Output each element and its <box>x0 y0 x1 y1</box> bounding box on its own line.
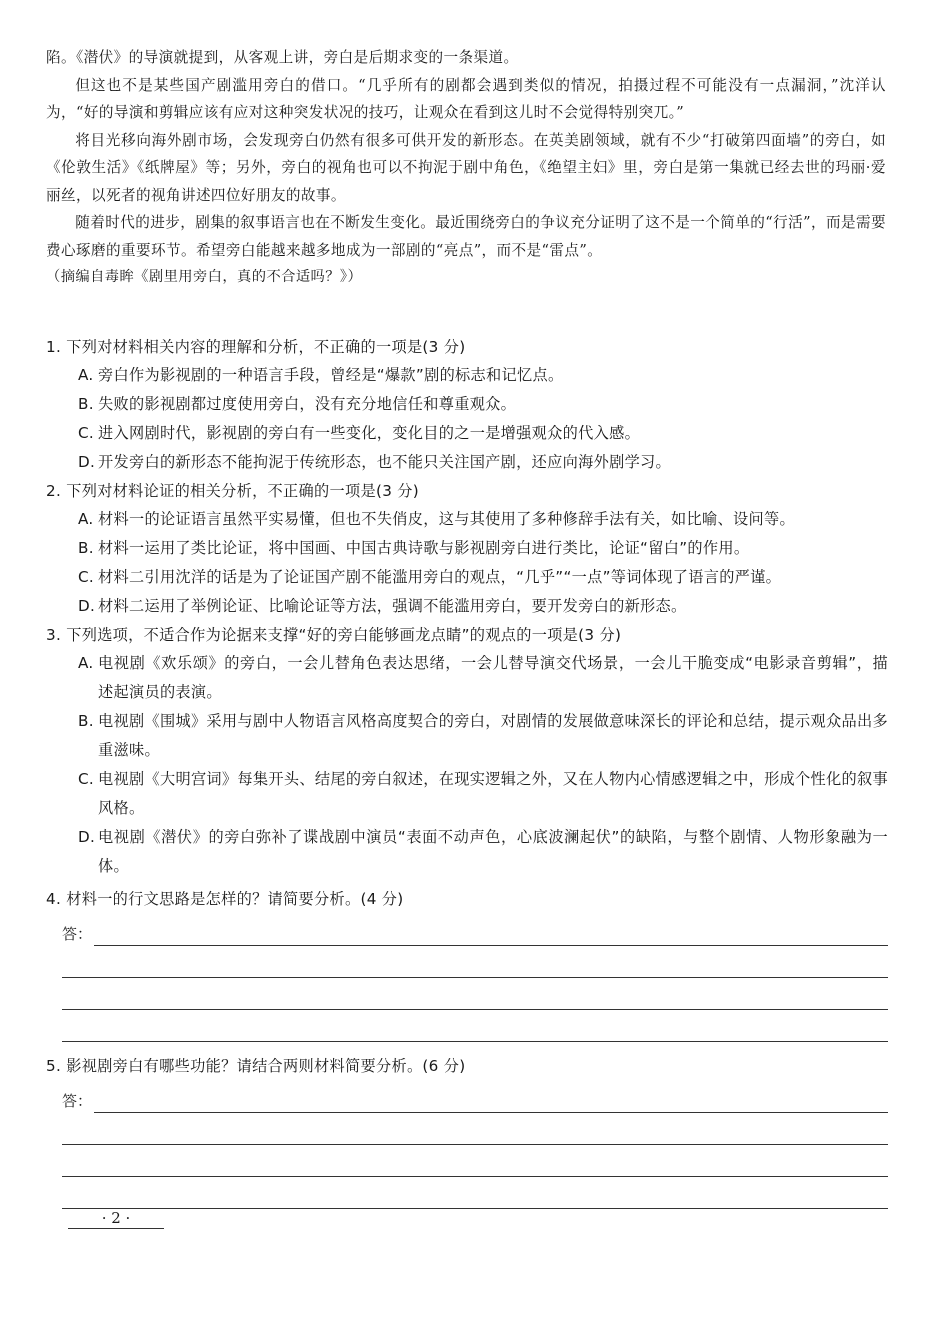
option-text: 材料一运用了类比论证，将中国画、中国古典诗歌与影视剧旁白进行类比，论证“留白”的作用。 <box>98 539 750 557</box>
answer-line[interactable] <box>62 1082 888 1113</box>
passage-source: （摘编自毒眸《剧里用旁白，真的不合适吗？》） <box>46 269 363 285</box>
answer-line[interactable] <box>62 946 888 978</box>
passage-paragraph: 陷。《潜伏》的导演就提到，从客观上讲，旁白是后期求变的一条渠道。 <box>46 49 519 66</box>
option-text: 材料二运用了举例论证、比喻论证等方法，强调不能滥用旁白，要开发旁白的新形态。 <box>98 597 687 615</box>
answer-line[interactable] <box>62 915 888 946</box>
passage-paragraph: 将目光移向海外剧市场，会发现旁白仍然有很多可供开发的新形态。在英美剧领域，就有不少“打破第四面墙”的旁白，如《伦敦生活》《纸牌屋》等；另外，旁白的视角也可以不拘泥于剧中角色，《绝望主妇》里，旁白是第一集就已经去世的玛丽·爱丽丝，以死者的视角讲述四位好朋友的故事。 <box>46 131 886 204</box>
answer-label: 答： <box>62 1092 93 1110</box>
option-d[interactable] <box>46 823 888 881</box>
answer-rule <box>94 1090 888 1113</box>
question-2 <box>46 477 888 621</box>
option-text: 开发旁白的新形态不能拘泥于传统形态，也不能只关注国产剧，还应向海外剧学习。 <box>98 453 672 471</box>
answer-area[interactable] <box>46 1082 888 1209</box>
answer-line[interactable] <box>62 1010 888 1042</box>
question-5 <box>46 1052 888 1209</box>
option-a[interactable] <box>46 649 888 707</box>
option-letter: A. <box>78 654 94 672</box>
option-b[interactable] <box>46 707 888 765</box>
answer-line[interactable] <box>62 978 888 1010</box>
option-letter: B. <box>78 539 94 557</box>
question-4 <box>46 885 888 1042</box>
option-b[interactable] <box>46 534 888 563</box>
option-c[interactable] <box>46 563 888 592</box>
option-text: 电视剧《欢乐颂》的旁白，一会儿替角色表达思绪，一会儿替导演交代场景，一会儿干脆变成“电影录音剪辑”，描述起演员的表演。 <box>98 654 888 701</box>
option-text: 电视剧《潜伏》的旁白弥补了谍战剧中演员“表面不动声色，心底波澜起伏”的缺陷，与整个剧情、人物形象融为一体。 <box>98 828 888 875</box>
option-letter: B. <box>78 395 94 413</box>
question-stem: 5. 影视剧旁白有哪些功能？请结合两则材料简要分析。(6 分) <box>46 1057 466 1075</box>
answer-area[interactable] <box>46 915 888 1042</box>
option-d[interactable] <box>46 448 888 477</box>
option-c[interactable] <box>46 419 888 448</box>
question-3 <box>46 621 888 881</box>
option-b[interactable] <box>46 390 888 419</box>
option-letter: B. <box>78 712 94 730</box>
answer-line[interactable] <box>62 1177 888 1209</box>
reading-passage <box>46 44 886 292</box>
option-text: 材料二引用沈洋的话是为了论证国产剧不能滥用旁白的观点，“几乎”“一点”等词体现了语言的严谨。 <box>98 568 782 586</box>
answer-rule <box>94 923 888 946</box>
passage-paragraph: 随着时代的进步，剧集的叙事语言也在不断发生变化。最近围绕旁白的争议充分证明了这不是一个简单的“行活”，而是需要费心琢磨的重要环节。希望旁白能越来越多地成为一部剧的“亮点”，而不是“雷点”。 <box>46 214 886 259</box>
option-text: 进入网剧时代，影视剧的旁白有一些变化，变化目的之一是增强观众的代入感。 <box>98 424 641 442</box>
option-text: 失败的影视剧都过度使用旁白，没有充分地信任和尊重观众。 <box>98 395 517 413</box>
option-a[interactable] <box>46 505 888 534</box>
option-letter: C. <box>78 770 95 788</box>
option-text: 旁白作为影视剧的一种语言手段，曾经是“爆款”剧的标志和记忆点。 <box>98 366 564 384</box>
option-c[interactable] <box>46 765 888 823</box>
option-letter: A. <box>78 366 94 384</box>
question-stem: 3. 下列选项，不适合作为论据来支撑“好的旁白能够画龙点睛”的观点的一项是(3 分) <box>46 626 622 644</box>
option-text: 材料一的论证语言虽然平实易懂，但也不失俏皮，这与其使用了多种修辞手法有关，如比喻、设问等。 <box>98 510 795 528</box>
answer-line[interactable] <box>62 1145 888 1177</box>
option-letter: D. <box>78 828 96 846</box>
option-a[interactable] <box>46 361 888 390</box>
question-stem: 4. 材料一的行文思路是怎样的？请简要分析。(4 分) <box>46 890 404 908</box>
question-stem: 2. 下列对材料论证的相关分析，不正确的一项是(3 分) <box>46 482 419 500</box>
option-letter: D. <box>78 453 96 471</box>
option-letter: D. <box>78 597 96 615</box>
option-letter: A. <box>78 510 94 528</box>
option-text: 电视剧《大明宫词》每集开头、结尾的旁白叙述，在现实逻辑之外，又在人物内心情感逻辑之中，形成个性化的叙事风格。 <box>98 770 888 817</box>
option-text: 电视剧《围城》采用与剧中人物语言风格高度契合的旁白，对剧情的发展做意味深长的评论和总结，提示观众品出多重滋味。 <box>98 712 888 759</box>
option-letter: C. <box>78 568 95 586</box>
option-d[interactable] <box>46 592 888 621</box>
question-stem: 1. 下列对材料相关内容的理解和分析，不正确的一项是(3 分) <box>46 338 466 356</box>
answer-label: 答： <box>62 925 93 943</box>
question-1 <box>46 333 888 477</box>
passage-paragraph: 但这也不是某些国产剧滥用旁白的借口。“几乎所有的剧都会遇到类似的情况，拍摄过程不可能没有一点漏洞，”沈洋认为，“好的导演和剪辑应该有应对这种突发状况的技巧，让观众在看到这儿时不会觉得特别突兀。” <box>46 76 886 121</box>
option-letter: C. <box>78 424 95 442</box>
question-list <box>46 333 888 1209</box>
answer-line[interactable] <box>62 1113 888 1145</box>
page-number: · 2 · <box>68 1208 164 1229</box>
